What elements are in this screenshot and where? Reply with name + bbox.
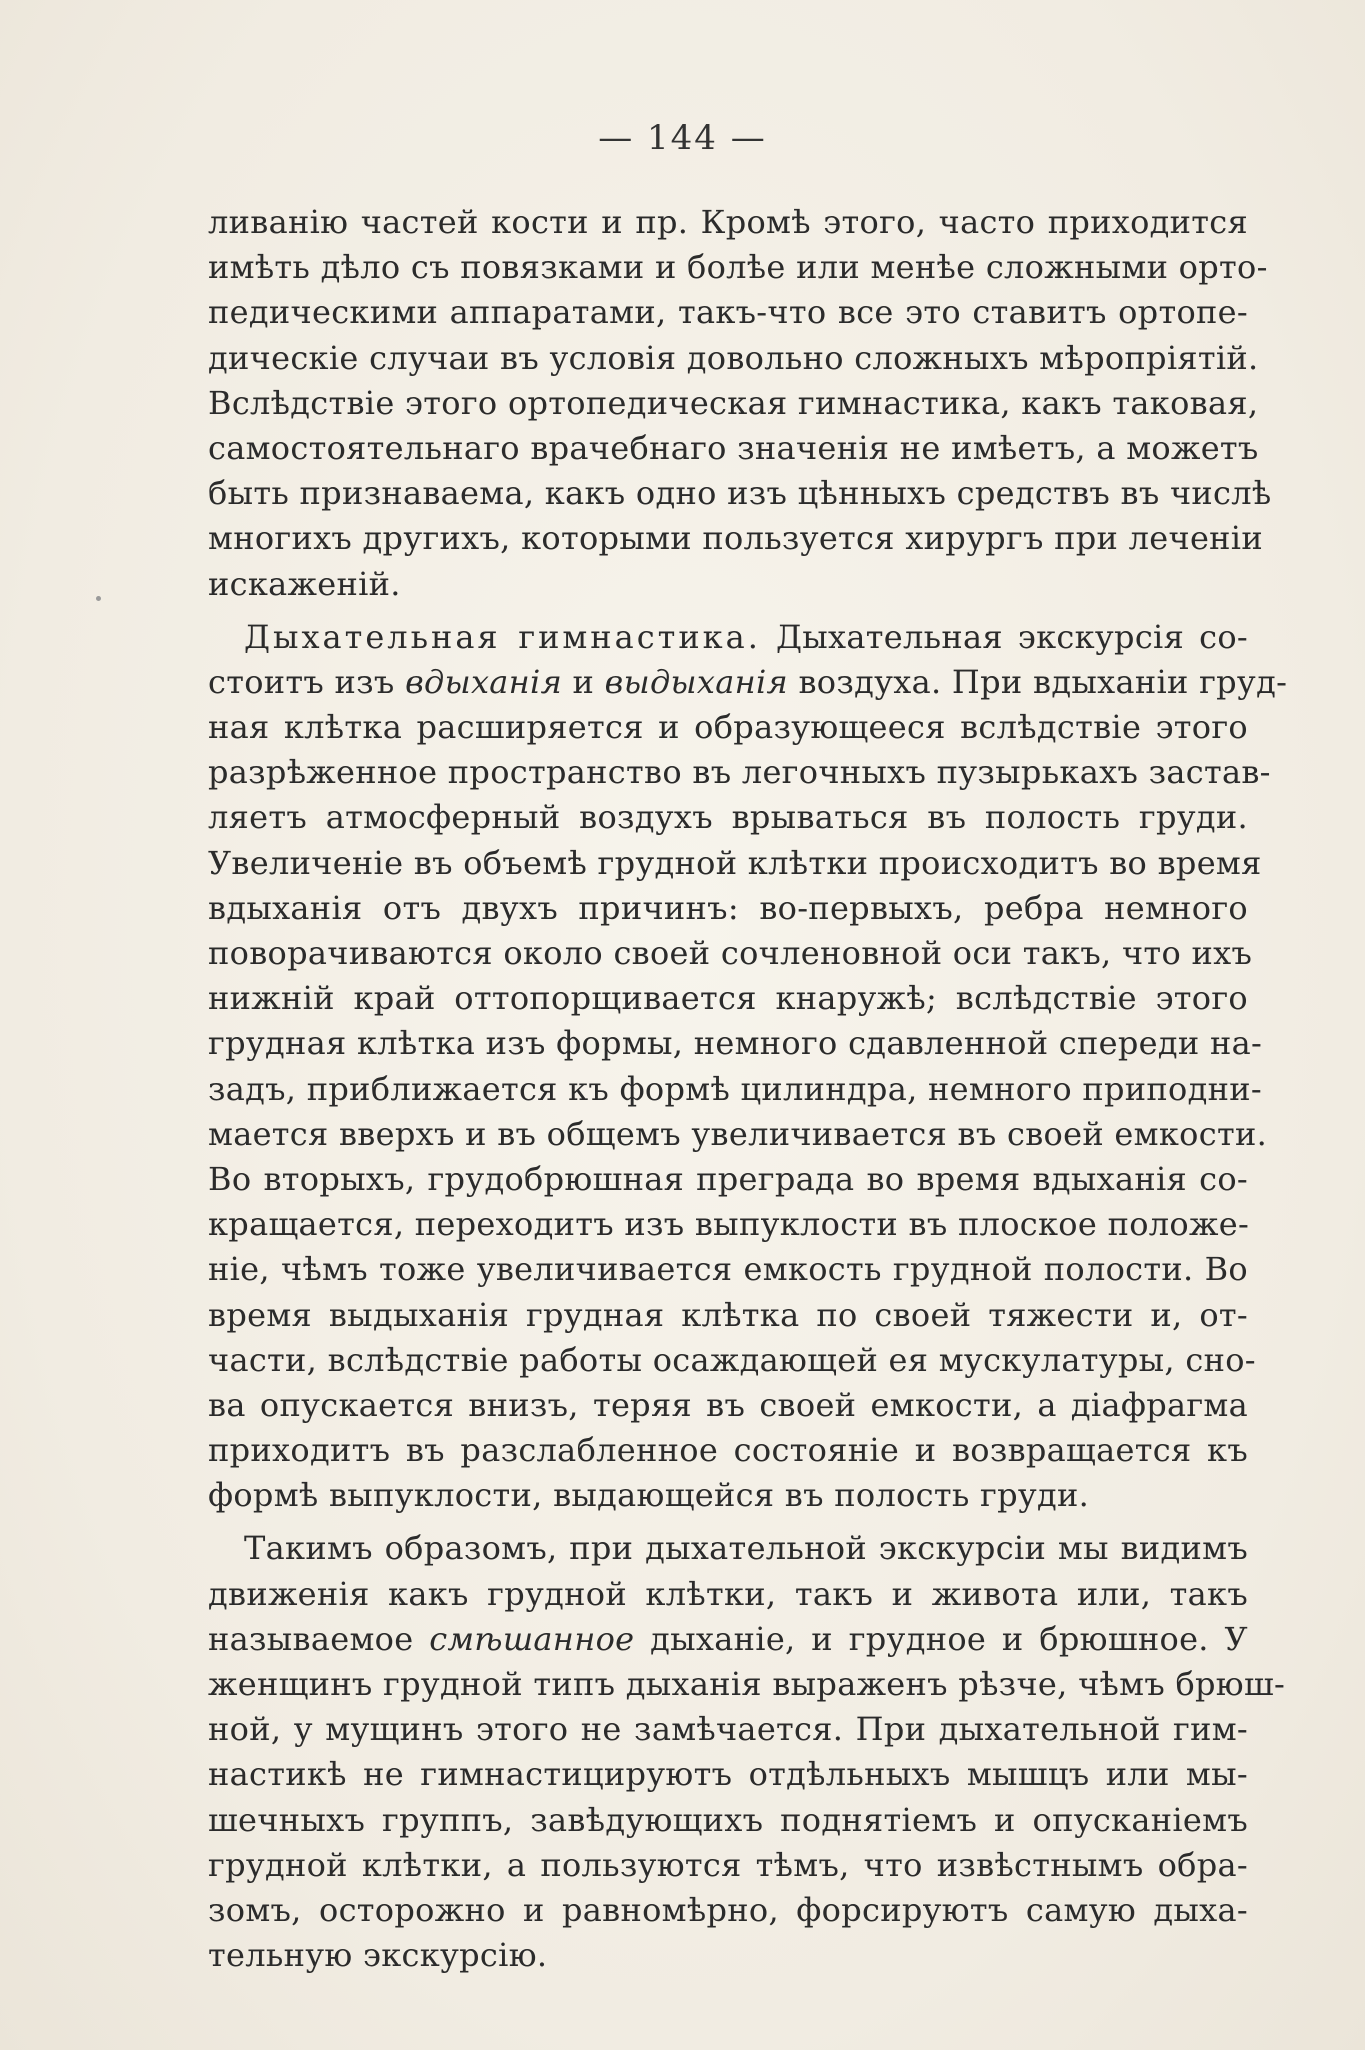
italic-term: вдыханія <box>405 662 563 701</box>
text-line: ной, у мущинъ этого не замѣчается. При дыхательной гим- <box>208 1710 1248 1749</box>
text-line: нижній край оттопорщивается кнаружѣ; вслѣдствіе этого <box>208 979 1248 1018</box>
text-line: время выдыханія грудная клѣтка по своей тяжести и, от- <box>208 1295 1248 1334</box>
text-line: зомъ, осторожно и равномѣрно, форсируютъ самую дыха- <box>208 1890 1248 1929</box>
paragraph-2 <box>208 615 1288 1519</box>
text-line: приходитъ въ разслабленное состояніе и возвращается къ <box>208 1431 1248 1470</box>
text-line: ливанію частей кости и пр. Кромѣ этого, часто приходится <box>208 203 1248 241</box>
italic-term: смѣшанное <box>429 1619 635 1658</box>
italic-term: выдыханія <box>604 662 789 701</box>
text-line: Дыхательная гимнастика. Дыхательная экскурсія со- <box>244 617 1248 656</box>
text-line: Такимъ образомъ, при дыхательной экскурсіи мы видимъ <box>244 1529 1248 1568</box>
paper-speck <box>96 596 101 601</box>
text-line: части, вслѣдствіе работы осаждающей ея мускулатуры, сно- <box>208 1340 1256 1379</box>
text-line: грудной клѣтки, а пользуются тѣмъ, что извѣстнымъ обра- <box>208 1845 1248 1884</box>
text-line: ная клѣтка расширяется и образующееся вслѣдствіе этого <box>208 708 1248 747</box>
text-line: ляетъ атмосферный воздухъ врываться въ полость груди. <box>208 798 1248 837</box>
paragraph-3 <box>208 1526 1286 1978</box>
text-line: вдыханія отъ двухъ причинъ: во-первыхъ, ребра немного <box>208 888 1248 927</box>
text-line: ніе, чѣмъ тоже увеличивается емкость грудной полости. Во <box>208 1250 1248 1289</box>
text-line: поворачиваются около своей сочленовной оси такъ, что ихъ <box>208 934 1253 972</box>
section-heading: Дыхательная гимнастика. <box>244 617 761 656</box>
page-number: — 144 — <box>598 118 767 158</box>
body-text <box>208 200 1288 1978</box>
text-line: быть признаваема, какъ одно изъ цѣнныхъ средствъ въ числѣ <box>208 474 1272 513</box>
text-line: женщинъ грудной типъ дыханія выраженъ рѣзче, чѣмъ брюш- <box>208 1665 1286 1703</box>
text-line: самостоятельнаго врачебнаго значенія не имѣетъ, а можетъ <box>208 428 1259 467</box>
text-line: разрѣженное пространство въ легочныхъ пузырькахъ застав- <box>208 753 1271 792</box>
text-line: шечныхъ группъ, завѣдующихъ поднятіемъ и опусканіемъ <box>208 1800 1248 1839</box>
text-line: движенія какъ грудной клѣтки, такъ и живота или, такъ <box>208 1574 1248 1613</box>
text-line: Вслѣдствіе этого ортопедическая гимнастика, какъ таковая, <box>208 383 1259 422</box>
text-line: формѣ выпуклости, выдающейся въ полость груди. <box>208 1476 1090 1515</box>
text-line: кращается, переходитъ изъ выпуклости въ плоское положе- <box>208 1205 1250 1244</box>
text-line: имѣть дѣло съ повязками и болѣе или менѣе сложными орто- <box>208 248 1268 287</box>
text-line: настикѣ не гимнастицируютъ отдѣльныхъ мышцъ или мы- <box>208 1755 1248 1794</box>
text-line: грудная клѣтка изъ формы, немного сдавленной спереди на- <box>208 1024 1263 1063</box>
text-line: ва опускается внизъ, теряя въ своей емкости, а діафрагма <box>208 1385 1248 1424</box>
text-line: Во вторыхъ, грудобрюшная преграда во время вдыханія со- <box>208 1159 1248 1198</box>
text-line: искаженій. <box>208 564 401 603</box>
text-line: многихъ другихъ, которыми пользуется хирургъ при леченіи <box>208 519 1263 558</box>
text-line: педическими аппаратами, такъ-что все это ставитъ ортопе- <box>208 293 1248 332</box>
text-line: мается вверхъ и въ общемъ увеличивается въ своей емкости. <box>208 1114 1268 1153</box>
text-line: называемое смѣшанное дыханіе, и грудное и брюшное. У <box>208 1619 1248 1658</box>
paragraph-1 <box>208 200 1272 607</box>
text-line: Увеличеніе въ объемѣ грудной клѣтки происходитъ во время <box>208 843 1262 882</box>
text-line: дическіе случаи въ условія довольно сложныхъ мѣропріятій. <box>208 338 1259 377</box>
text-line: стоитъ изъ вдыханія и выдыханія воздуха. При вдыханіи груд- <box>208 662 1288 701</box>
text-line: тельную экскурсію. <box>208 1936 548 1975</box>
paragraph-gap <box>208 607 1248 615</box>
paragraph-gap <box>208 1518 1248 1526</box>
text-line: задъ, приближается къ формѣ цилиндра, немного приподни- <box>208 1069 1262 1108</box>
